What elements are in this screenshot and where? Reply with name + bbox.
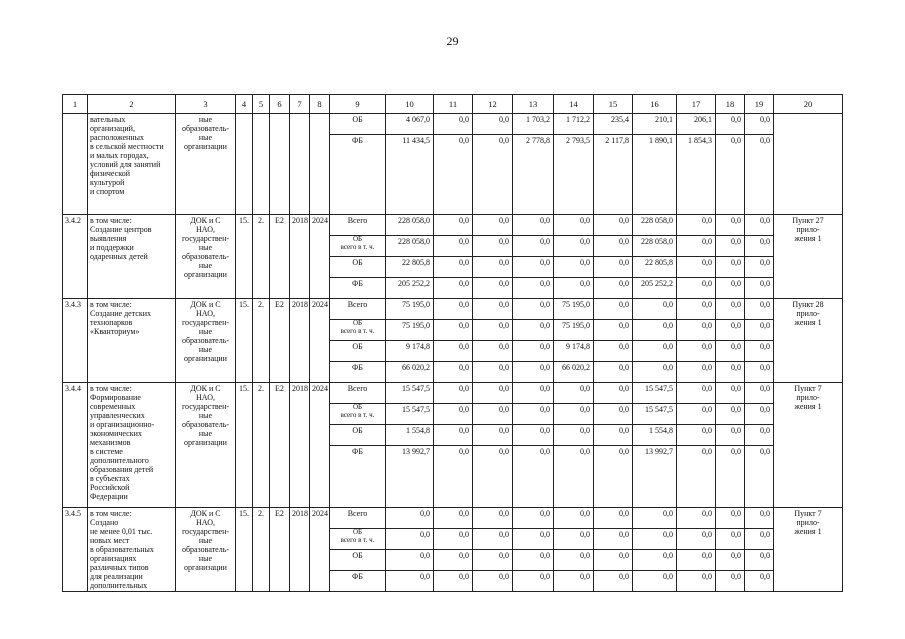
value-cell: 0,0 [677,215,716,236]
header-cell: 3 [176,95,236,114]
header-cell: 2 [88,95,176,114]
reference-note: Пункт 28 прило- жения 1 [774,299,843,383]
value-cell: 0,0 [594,383,633,404]
code-cell: 15. [236,215,253,299]
code-cell: 2. [253,215,270,299]
code-cell: E2 [270,299,290,383]
item-code: 3.4.5 [63,508,88,592]
value-cell: 0,0 [677,571,716,592]
value-cell: 0,0 [554,404,594,425]
code-cell [236,114,253,215]
value-cell: 0,0 [677,550,716,571]
funding-source: ОБ всего в т. ч. [330,320,386,341]
funding-source: ОБ [330,257,386,278]
header-cell: 5 [253,95,270,114]
value-cell: 0,0 [677,362,716,383]
value-cell: 0,0 [594,508,633,529]
value-cell: 0,0 [745,215,774,236]
header-cell: 20 [774,95,843,114]
value-cell: 0,0 [716,341,745,362]
year-start [290,114,310,215]
value-cell: 1 712,2 [554,114,594,135]
value-cell: 0,0 [745,508,774,529]
value-cell: 1 854,3 [677,135,716,215]
value-cell: 0,0 [594,529,633,550]
page-number: 29 [446,34,459,48]
value-cell: 15 547,5 [386,404,434,425]
value-cell: 66 020,2 [554,362,594,383]
value-cell: 0,0 [633,571,677,592]
value-cell: 0,0 [513,383,554,404]
header-cell: 12 [473,95,513,114]
value-cell: 0,0 [594,341,633,362]
value-cell: 0,0 [633,320,677,341]
value-cell: 0,0 [716,571,745,592]
header-cell: 9 [330,95,386,114]
value-cell: 0,0 [434,278,473,299]
table-row [63,114,843,135]
year-end: 2024 [310,299,330,383]
value-cell: 0,0 [716,114,745,135]
value-cell: 1 554,8 [633,425,677,446]
value-cell: 0,0 [386,529,434,550]
header-cell: 14 [554,95,594,114]
value-cell: 0,0 [513,425,554,446]
value-cell: 0,0 [434,404,473,425]
value-cell: 0,0 [594,571,633,592]
funding-source: ОБ всего в т. ч. [330,236,386,257]
value-cell: 0,0 [434,446,473,508]
year-end [310,114,330,215]
value-cell: 0,0 [716,508,745,529]
value-cell: 75 195,0 [554,320,594,341]
funding-source: ФБ [330,278,386,299]
value-cell: 0,0 [473,508,513,529]
funding-source: Всего [330,215,386,236]
value-cell: 0,0 [434,236,473,257]
value-cell: 0,0 [434,529,473,550]
funding-source: ОБ всего в т. ч. [330,529,386,550]
item-title: в том числе: Формирование современных управленческих и организационно- экономических механизмов в системе дополнительного образования детей в субъектах Российской Федерации [88,383,176,508]
year-start: 2018 [290,508,310,592]
value-cell: 0,0 [716,383,745,404]
responsible-agency: ные образователь- ные организации [176,114,236,215]
code-cell [253,114,270,215]
value-cell: 0,0 [745,135,774,215]
funding-source: ОБ [330,425,386,446]
table-row [63,383,843,404]
code-cell: 15. [236,508,253,592]
value-cell: 0,0 [473,404,513,425]
value-cell: 0,0 [554,446,594,508]
value-cell: 0,0 [633,550,677,571]
funding-source: ФБ [330,362,386,383]
value-cell: 228 058,0 [633,236,677,257]
value-cell: 0,0 [716,135,745,215]
value-cell: 0,0 [594,278,633,299]
value-cell: 22 805,8 [633,257,677,278]
value-cell: 1 703,2 [513,114,554,135]
value-cell: 13 992,7 [386,446,434,508]
code-cell: 2. [253,508,270,592]
value-cell: 75 195,0 [386,320,434,341]
value-cell: 0,0 [513,278,554,299]
value-cell: 0,0 [434,383,473,404]
value-cell: 228 058,0 [633,215,677,236]
value-cell: 0,0 [677,529,716,550]
value-cell: 0,0 [434,215,473,236]
value-cell: 0,0 [554,425,594,446]
value-cell: 0,0 [434,257,473,278]
value-cell: 0,0 [716,236,745,257]
code-cell: 15. [236,383,253,508]
value-cell: 0,0 [745,341,774,362]
year-start: 2018 [290,299,310,383]
value-cell: 0,0 [434,571,473,592]
value-cell: 0,0 [594,425,633,446]
value-cell: 0,0 [513,341,554,362]
value-cell: 0,0 [677,257,716,278]
funding-source: ФБ [330,135,386,215]
year-end: 2024 [310,508,330,592]
value-cell: 0,0 [677,320,716,341]
code-cell: E2 [270,215,290,299]
value-cell: 22 805,8 [386,257,434,278]
header-cell: 1 [63,95,88,114]
value-cell: 11 434,5 [386,135,434,215]
value-cell: 0,0 [633,341,677,362]
value-cell: 0,0 [513,529,554,550]
value-cell: 0,0 [716,425,745,446]
value-cell: 13 992,7 [633,446,677,508]
header-cell: 8 [310,95,330,114]
funding-source: Всего [330,508,386,529]
value-cell: 0,0 [473,278,513,299]
value-cell: 0,0 [554,550,594,571]
value-cell: 0,0 [513,320,554,341]
value-cell: 0,0 [594,215,633,236]
header-cell: 13 [513,95,554,114]
value-cell: 0,0 [434,135,473,215]
value-cell: 15 547,5 [633,404,677,425]
value-cell: 15 547,5 [386,383,434,404]
header-cell: 18 [716,95,745,114]
value-cell: 0,0 [594,236,633,257]
responsible-agency: ДОК и С НАО, государствен- ные образователь- ные организации [176,508,236,592]
responsible-agency: ДОК и С НАО, государствен- ные образователь- ные организации [176,215,236,299]
value-cell: 210,1 [633,114,677,135]
value-cell: 0,0 [745,529,774,550]
value-cell: 0,0 [716,404,745,425]
value-cell: 0,0 [386,550,434,571]
value-cell: 0,0 [594,446,633,508]
header-cell: 10 [386,95,434,114]
funding-source: ОБ всего в т. ч. [330,404,386,425]
value-cell: 0,0 [434,425,473,446]
item-code: 3.4.3 [63,299,88,383]
value-cell: 0,0 [473,320,513,341]
value-cell: 0,0 [745,299,774,320]
value-cell: 0,0 [434,550,473,571]
value-cell: 228 058,0 [386,215,434,236]
value-cell: 0,0 [513,571,554,592]
reference-note: Пункт 27 прило- жения 1 [774,215,843,299]
value-cell: 0,0 [594,257,633,278]
value-cell: 0,0 [473,362,513,383]
value-cell: 0,0 [434,299,473,320]
funding-source: Всего [330,299,386,320]
value-cell: 0,0 [513,550,554,571]
header-cell: 6 [270,95,290,114]
value-cell: 9 174,8 [386,341,434,362]
value-cell: 75 195,0 [554,299,594,320]
responsible-agency: ДОК и С НАО, государствен- ные образователь- ные организации [176,299,236,383]
value-cell: 0,0 [677,278,716,299]
value-cell: 0,0 [716,550,745,571]
value-cell: 0,0 [677,383,716,404]
value-cell: 0,0 [594,320,633,341]
value-cell: 0,0 [554,215,594,236]
value-cell: 0,0 [745,320,774,341]
value-cell: 0,0 [677,404,716,425]
value-cell: 0,0 [434,508,473,529]
value-cell: 4 067,0 [386,114,434,135]
value-cell: 0,0 [513,257,554,278]
value-cell: 0,0 [473,299,513,320]
reference-note: Пункт 7 прило- жения 1 [774,508,843,592]
value-cell: 0,0 [745,425,774,446]
value-cell: 0,0 [677,425,716,446]
value-cell: 0,0 [513,446,554,508]
value-cell: 2 778,8 [513,135,554,215]
table-row [63,215,843,236]
code-cell: 15. [236,299,253,383]
value-cell: 0,0 [594,299,633,320]
value-cell: 0,0 [513,404,554,425]
budget-table [62,94,843,592]
funding-source: ФБ [330,571,386,592]
value-cell: 205 252,2 [386,278,434,299]
year-end: 2024 [310,215,330,299]
table-row [63,299,843,320]
value-cell: 235,4 [594,114,633,135]
value-cell: 0,0 [716,446,745,508]
code-cell: E2 [270,508,290,592]
value-cell: 228 058,0 [386,236,434,257]
reference-note [774,114,843,215]
value-cell: 0,0 [386,571,434,592]
value-cell: 0,0 [745,404,774,425]
value-cell: 0,0 [513,362,554,383]
header-cell: 7 [290,95,310,114]
value-cell: 0,0 [513,299,554,320]
year-end: 2024 [310,383,330,508]
value-cell: 0,0 [716,362,745,383]
code-cell: 2. [253,383,270,508]
value-cell: 0,0 [594,404,633,425]
value-cell: 2 117,8 [594,135,633,215]
value-cell: 0,0 [473,114,513,135]
value-cell: 2 793,5 [554,135,594,215]
table-row [63,508,843,529]
value-cell: 0,0 [677,299,716,320]
value-cell: 0,0 [473,215,513,236]
value-cell: 0,0 [745,257,774,278]
value-cell: 0,0 [745,383,774,404]
value-cell: 0,0 [473,425,513,446]
value-cell: 0,0 [473,383,513,404]
value-cell: 1 554,8 [386,425,434,446]
value-cell: 0,0 [745,362,774,383]
value-cell: 0,0 [745,446,774,508]
value-cell: 0,0 [473,257,513,278]
value-cell: 0,0 [677,508,716,529]
header-cell: 4 [236,95,253,114]
funding-source: ОБ [330,114,386,135]
value-cell: 0,0 [473,550,513,571]
value-cell: 9 174,8 [554,341,594,362]
value-cell: 0,0 [633,362,677,383]
funding-source: Всего [330,383,386,404]
value-cell: 0,0 [716,278,745,299]
funding-source: ОБ [330,341,386,362]
code-cell: 2. [253,299,270,383]
value-cell: 0,0 [745,236,774,257]
value-cell: 0,0 [513,215,554,236]
year-start: 2018 [290,215,310,299]
value-cell: 15 547,5 [633,383,677,404]
value-cell: 0,0 [473,446,513,508]
reference-note: Пункт 7 прило- жения 1 [774,383,843,508]
value-cell: 0,0 [473,571,513,592]
value-cell: 0,0 [554,571,594,592]
value-cell: 0,0 [633,299,677,320]
value-cell: 0,0 [716,320,745,341]
value-cell: 0,0 [594,362,633,383]
value-cell: 0,0 [554,529,594,550]
value-cell: 0,0 [473,135,513,215]
item-title: в том числе: Создание центров выявления и поддержки одаренных детей [88,215,176,299]
value-cell: 0,0 [633,508,677,529]
header-cell: 11 [434,95,473,114]
value-cell: 0,0 [677,446,716,508]
value-cell: 0,0 [554,236,594,257]
item-title: в том числе: Создание детских технопарков «Кванториум» [88,299,176,383]
header-cell: 15 [594,95,633,114]
item-code: 3.4.4 [63,383,88,508]
value-cell: 0,0 [554,383,594,404]
value-cell: 0,0 [745,114,774,135]
funding-source: ФБ [330,446,386,508]
header-row [63,95,843,114]
value-cell: 0,0 [633,529,677,550]
header-cell: 16 [633,95,677,114]
header-cell: 19 [745,95,774,114]
value-cell: 0,0 [554,508,594,529]
value-cell: 0,0 [434,114,473,135]
value-cell: 0,0 [716,299,745,320]
value-cell: 0,0 [434,320,473,341]
value-cell: 0,0 [716,257,745,278]
value-cell: 0,0 [434,362,473,383]
value-cell: 0,0 [473,529,513,550]
value-cell: 0,0 [677,341,716,362]
value-cell: 66 020,2 [386,362,434,383]
value-cell: 0,0 [473,341,513,362]
value-cell: 0,0 [554,257,594,278]
funding-source: ОБ [330,550,386,571]
header-cell: 17 [677,95,716,114]
value-cell: 0,0 [386,508,434,529]
year-start: 2018 [290,383,310,508]
responsible-agency: ДОК и С НАО, государствен- ные образователь- ные организации [176,383,236,508]
value-cell: 0,0 [745,550,774,571]
value-cell: 0,0 [745,278,774,299]
value-cell: 0,0 [745,571,774,592]
value-cell: 0,0 [513,236,554,257]
value-cell: 0,0 [716,529,745,550]
value-cell: 0,0 [594,550,633,571]
value-cell: 0,0 [716,215,745,236]
value-cell: 205 252,2 [633,278,677,299]
item-code [63,114,88,215]
item-code: 3.4.2 [63,215,88,299]
code-cell [270,114,290,215]
value-cell: 1 890,1 [633,135,677,215]
item-title: вательных организаций, расположенных в сельской местности и малых городах, условий для занятий физической культурой и спортом [88,114,176,215]
code-cell: E2 [270,383,290,508]
value-cell: 0,0 [434,341,473,362]
value-cell: 0,0 [513,508,554,529]
value-cell: 0,0 [554,278,594,299]
value-cell: 0,0 [677,236,716,257]
item-title: в том числе: Создано не менее 0,01 тыс. новых мест в образовательных организациях различных типов для реализации дополнительных [88,508,176,592]
value-cell: 0,0 [473,236,513,257]
value-cell: 75 195,0 [386,299,434,320]
value-cell: 206,1 [677,114,716,135]
